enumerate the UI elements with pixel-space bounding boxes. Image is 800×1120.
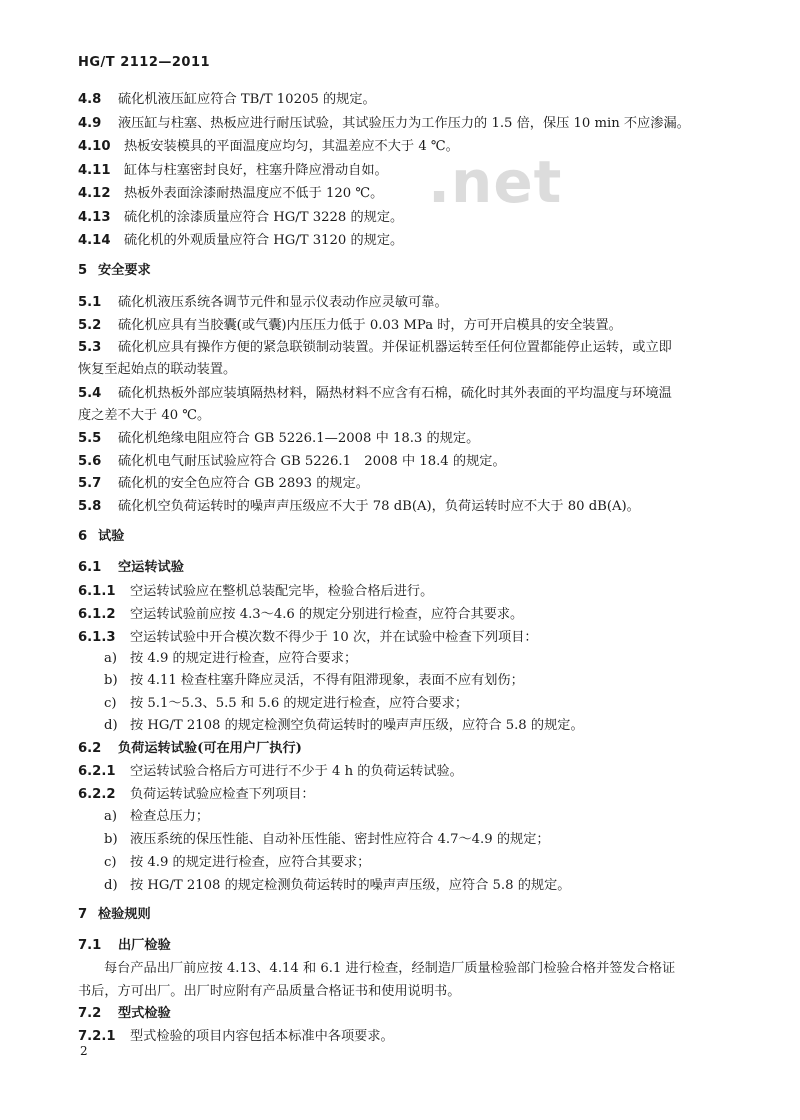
- clause-5-4: 5.4 硫化机热板外部应装填隔热材料，隔热材料不应含有石棉，硫化时其外表面的平均温度与环境温: [78, 386, 672, 401]
- clause-5-1: 5.1 硫化机液压系统各调节元件和显示仪表动作应灵敏可靠。: [78, 295, 448, 310]
- clause-5-2: 5.2 硫化机应具有当胶囊(或气囊)内压压力低于 0.03 MPa 时，方可开启模具的安全装置。: [78, 318, 622, 333]
- list-item-6-1-3-b: b) 按 4.11 检查柱塞升降应灵活，不得有阻滞现象，表面不应有划伤；: [104, 673, 524, 688]
- clause-4-14: 4.14 硫化机的外观质量应符合 HG/T 3120 的规定。: [78, 233, 404, 248]
- section-7-1-heading: 7.1 出厂检验: [78, 938, 171, 953]
- list-item-6-2-2-d: d) 按 HG/T 2108 的规定检测负荷运转时的噪声声压级，应符合 5.8 的规定。: [104, 878, 571, 893]
- clause-4-12: 4.12 热板外表面涂漆耐热温度应不低于 120 ℃。: [78, 186, 384, 201]
- list-item-6-2-2-b: b) 液压系统的保压性能、自动补压性能、密封性应符合 4.7～4.9 的规定；: [104, 832, 550, 847]
- section-5-heading: 5 安全要求: [78, 263, 151, 278]
- paragraph-7-1-line-1: 每台产品出厂前应按 4.13、4.14 和 6.1 进行检查，经制造厂质量检验部门检验合格并签发合格证: [104, 961, 676, 976]
- list-item-6-1-3-a: a) 按 4.9 的规定进行检查，应符合要求；: [104, 651, 358, 666]
- list-item-6-2-2-a: a) 检查总压力；: [104, 809, 210, 824]
- clause-5-5: 5.5 硫化机绝缘电阻应符合 GB 5226.1—2008 中 18.3 的规定。: [78, 431, 480, 446]
- clause-4-8: 4.8 硫化机液压缸应符合 TB/T 10205 的规定。: [78, 92, 376, 107]
- section-6-2-heading: 6.2 负荷运转试验(可在用户厂执行): [78, 741, 302, 756]
- list-item-6-1-3-c: c) 按 5.1～5.3、5.5 和 5.6 的规定进行检查，应符合要求；: [104, 696, 469, 711]
- paragraph-7-1-line-2: 书后，方可出厂。出厂时应附有产品质量合格证书和使用说明书。: [78, 984, 461, 999]
- clause-5-7: 5.7 硫化机的安全色应符合 GB 2893 的规定。: [78, 476, 369, 491]
- watermark: .net: [428, 148, 563, 216]
- list-item-6-1-3-d: d) 按 HG/T 2108 的规定检测空负荷运转时的噪声声压级，应符合 5.8 的规定。: [104, 718, 584, 733]
- clause-4-13: 4.13 硫化机的涂漆质量应符合 HG/T 3228 的规定。: [78, 210, 404, 225]
- section-6-heading: 6 试验: [78, 529, 125, 544]
- section-6-1-heading: 6.1 空运转试验: [78, 560, 184, 575]
- clause-5-3-continued: 恢复至起始点的联动装置。: [78, 362, 237, 377]
- clause-5-8: 5.8 硫化机空负荷运转时的噪声声压级应不大于 78 dB(A)，负荷运转时应不大于 80 dB(A)。: [78, 499, 640, 514]
- clause-6-2-1: 6.2.1 空运转试验合格后方可进行不少于 4 h 的负荷运转试验。: [78, 764, 463, 779]
- clause-5-3: 5.3 硫化机应具有操作方便的紧急联锁制动装置。并保证机器运转至任何位置都能停止运转，或立即: [78, 340, 672, 355]
- clause-5-4-continued: 度之差不大于 40 ℃。: [78, 408, 211, 423]
- clause-6-1-2: 6.1.2 空运转试验前应按 4.3～4.6 的规定分别进行检查，应符合其要求。: [78, 607, 524, 622]
- clause-4-10: 4.10 热板安装模具的平面温度应均匀，其温差应不大于 4 ℃。: [78, 139, 459, 154]
- clause-4-9: 4.9 液压缸与柱塞、热板应进行耐压试验，其试验压力为工作压力的 1.5 倍，保压 10 min 不应渗漏。: [78, 116, 690, 131]
- clause-6-1-1: 6.1.1 空运转试验应在整机总装配完毕，检验合格后进行。: [78, 584, 434, 599]
- section-7-2-heading: 7.2 型式检验: [78, 1006, 171, 1021]
- list-item-6-2-2-c: c) 按 4.9 的规定进行检查，应符合其要求；: [104, 855, 371, 870]
- clause-7-2-1: 7.2.1 型式检验的项目内容包括本标准中各项要求。: [78, 1029, 394, 1044]
- clause-5-6: 5.6 硫化机电气耐压试验应符合 GB 5226.1 2008 中 18.4 的规定。: [78, 454, 506, 469]
- page-number: 2: [80, 1044, 88, 1058]
- clause-6-2-2: 6.2.2 负荷运转试验应检查下列项目：: [78, 787, 315, 802]
- standard-header: HG/T 2112—2011: [78, 55, 211, 70]
- section-7-heading: 7 检验规则: [78, 907, 151, 922]
- clause-4-11: 4.11 缸体与柱塞密封良好，柱塞升降应滑动自如。: [78, 163, 388, 178]
- clause-6-1-3: 6.1.3 空运转试验中开合模次数不得少于 10 次，并在试验中检查下列项目：: [78, 630, 538, 645]
